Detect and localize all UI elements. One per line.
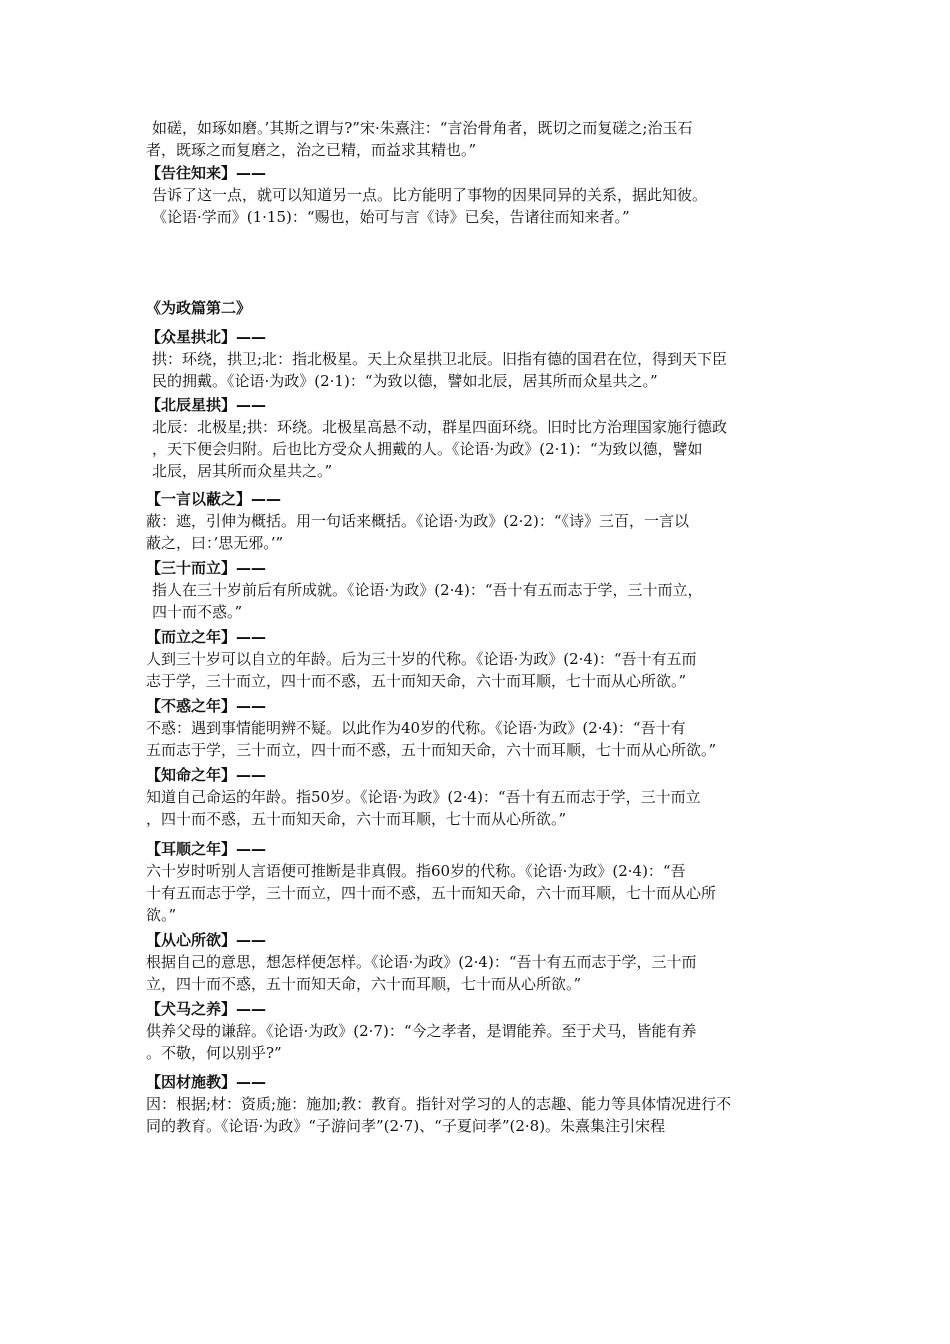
entry-title: 【一言以蔽之】—— — [146, 490, 282, 508]
entry-title: 【知命之年】—— — [146, 766, 267, 784]
entry-line: 五而志于学，三十而立，四十而不惑，五十而知天命，六十而耳顺，七十而从心所欲。” — [146, 741, 717, 759]
entry-line: 十有五而志于学，三十而立，四十而不惑，五十而知天命，六十而耳顺，七十而从心所 — [146, 884, 717, 902]
entry-line: 蔽：遮，引伸为概括。用一句话来概括。《论语·为政》(2·2)：“《诗》三百，一言以 — [146, 512, 689, 530]
entry-line: 人到三十岁可以自立的年龄。后为三十岁的代称。《论语·为政》(2·4)：“吾十有五而 — [146, 650, 697, 668]
entry-quanma-zhiyang — [146, 998, 806, 1064]
entry-line: 蔽之，曰：’思无邪。’” — [146, 534, 284, 552]
entry-line: 知道自己命运的年龄。指50岁。《论语·为政》(2·4)：“吾十有五而志于学，三十而立 — [146, 788, 701, 806]
entry-line: ，四十而不惑，五十而知天命，六十而耳顺，七十而从心所欲。” — [146, 810, 567, 828]
section-heading — [146, 297, 806, 319]
entry-ershun-zhinian — [146, 838, 806, 926]
entry-zhongxing-gongbei — [146, 326, 806, 392]
entry-line: 六十岁时听别人言语便可推断是非真假。指60岁的代称。《论语·为政》(2·4)：“吾 — [146, 862, 686, 880]
entry-title: 【因材施教】—— — [146, 1073, 267, 1091]
entry-yiyan-yibizhi — [146, 488, 806, 554]
entry-sanshi-erli — [146, 557, 806, 623]
intro-line-2: 者，既琢之而复磨之，治之已精，而益求其精也。” — [146, 141, 477, 159]
entry-line: 志于学，三十而立，四十而不惑，五十而知天命，六十而耳顺，七十而从心所欲。” — [146, 672, 687, 690]
entry-title: 【耳顺之年】—— — [146, 840, 267, 858]
entry-line: 。不敬，何以别乎?” — [146, 1044, 282, 1062]
entry-line: ，天下便会归附。后也比方受众人拥戴的人。《论语·为政》(2·1)：“为致以德，譬如 — [152, 440, 703, 458]
entry-title: 【而立之年】—— — [146, 628, 267, 646]
entry-title: 【众星拱北】—— — [146, 328, 267, 346]
entry-zhiming-zhinian — [146, 764, 806, 830]
intro-line-1: 如磋，如琢如磨。’其斯之谓与?”宋·朱熹注：“言治骨角者，既切之而复磋之;治玉石 — [152, 119, 693, 137]
entry-title: 【不惑之年】—— — [146, 697, 267, 715]
entry-title: 【三十而立】—— — [146, 559, 267, 577]
intro-paragraph — [146, 117, 806, 161]
entry-line: 四十而不惑。” — [152, 603, 243, 621]
entry-line: 供养父母的谦辞。《论语·为政》(2·7)：“今之孝者，是谓能养。至于犬马，皆能有养 — [146, 1022, 697, 1040]
entry-line: 拱：环绕，拱卫;北：指北极星。天上众星拱卫北辰。旧指有德的国君在位，得到天下臣 — [152, 350, 728, 368]
entry-line: 北辰：北极星;拱：环绕。北极星高悬不动，群星四面环绕。旧时比方治理国家施行德政 — [152, 418, 728, 436]
entry-title: 【从心所欲】—— — [146, 931, 267, 949]
entry-line: 根据自己的意思，想怎样便怎样。《论语·为政》(2·4)：“吾十有五而志于学，三十而 — [146, 953, 697, 971]
entry-gaowang-zhilai — [146, 162, 806, 228]
entry-line: 欲。” — [146, 906, 177, 924]
entry-congxin-suoyu — [146, 929, 806, 995]
entry-line: 《论语·学而》(1·15)：“赐也，始可与言《诗》已矣，告诸往而知来者。” — [152, 208, 630, 226]
entry-line: 因：根据;材：资质;施：施加;教：教育。指针对学习的人的志趣、能力等具体情况进行不 — [146, 1095, 732, 1113]
entry-beichen-xinggong — [146, 394, 806, 482]
entry-buhuo-zhinian — [146, 695, 806, 761]
entry-line: 民的拥戴。《论语·为政》(2·1)：“为致以德，譬如北辰，居其所而众星共之。” — [152, 372, 658, 390]
entry-yincai-shijiao — [146, 1071, 806, 1137]
entry-line: 北辰，居其所而众星共之。” — [152, 462, 333, 480]
entry-line: 同的教育。《论语·为政》“子游问孝”(2·7)、“子夏问孝”(2·8)。朱熹集注引宋程 — [146, 1117, 666, 1135]
section-title: 《为政篇第二》 — [146, 299, 252, 317]
entry-erli-zhinian — [146, 626, 806, 692]
entry-title: 【告往知来】—— — [146, 164, 267, 182]
entry-line: 不惑：遇到事情能明辨不疑。以此作为40岁的代称。《论语·为政》(2·4)：“吾十有 — [146, 719, 686, 737]
entry-title: 【犬马之养】—— — [146, 1000, 267, 1018]
entry-line: 指人在三十岁前后有所成就。《论语·为政》(2·4)：“吾十有五而志于学，三十而立， — [152, 581, 703, 599]
entry-title: 【北辰星拱】—— — [146, 396, 267, 414]
entry-line: 告诉了这一点，就可以知道另一点。比方能明了事物的因果同异的关系，据此知彼。 — [152, 186, 708, 204]
entry-line: 立，四十而不惑，五十而知天命，六十而耳顺，七十而从心所欲。” — [146, 975, 582, 993]
